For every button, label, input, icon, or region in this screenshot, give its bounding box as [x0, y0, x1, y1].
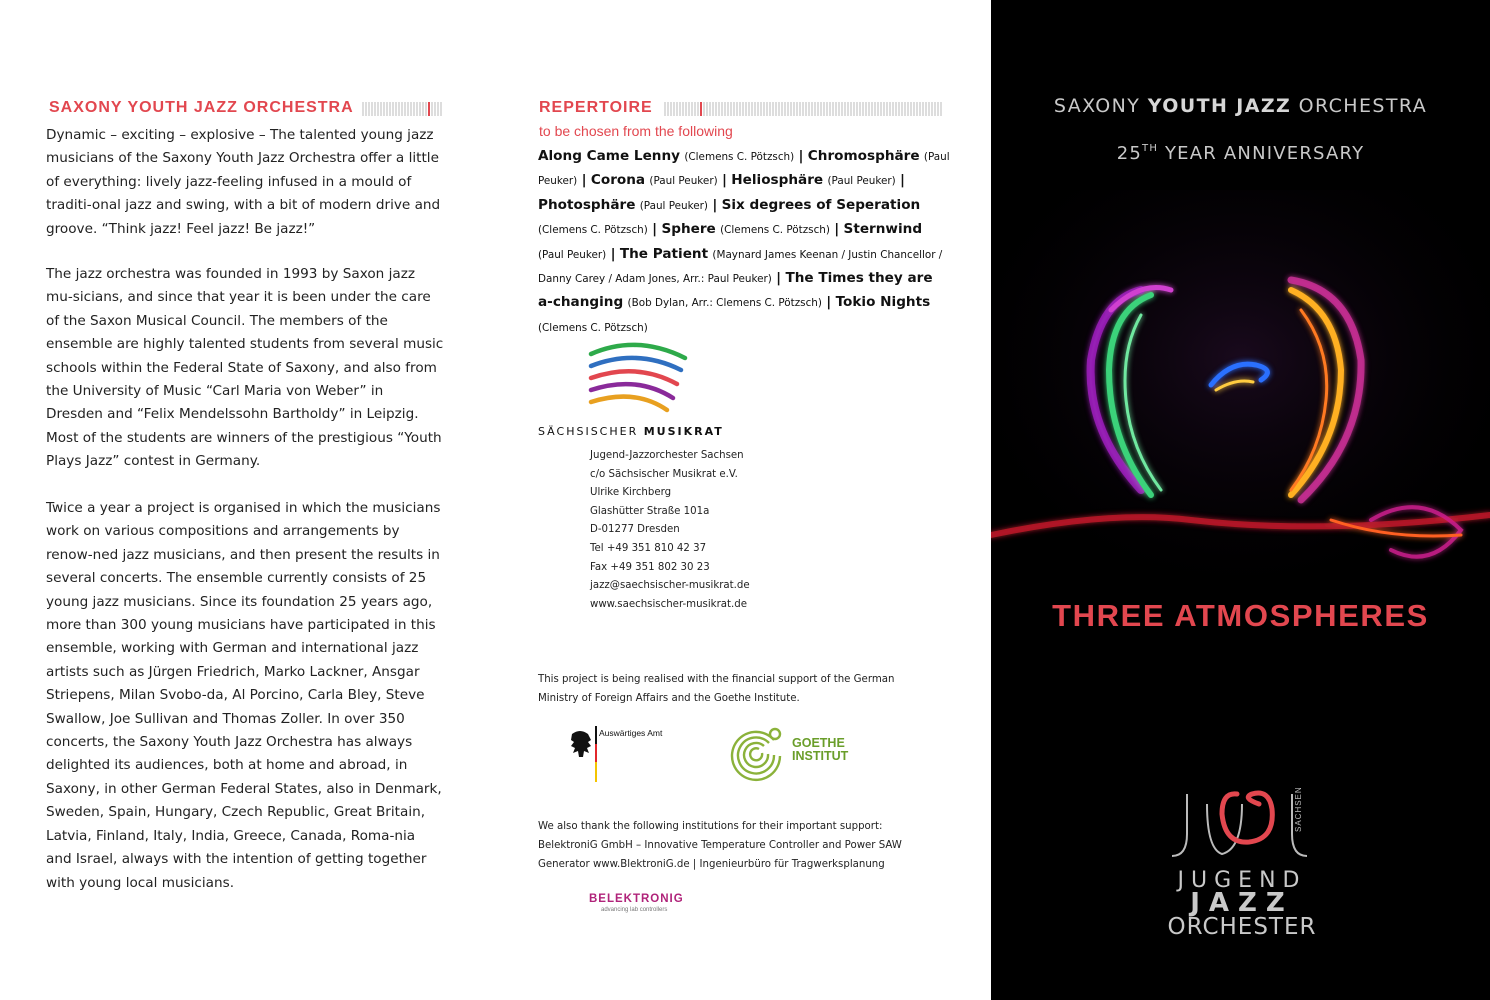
repertoire-credit: (Bob Dylan, Arr.: Clemens C. Pötzsch) — [627, 297, 822, 310]
address-line: Ulrike Kirchberg — [590, 487, 672, 499]
about-paragraph-2: The jazz orchestra was founded in 1993 by Saxon jazz mu-sicians, and since that year it is been under the care of the Saxon Musical Council. The members of the ensemble are highly talented students from several music schools within the Federal State of Saxony, and also from the University of Music “Carl Maria von Weber” in Dresden and “Felix Mendelssohn Bartholdy” in Leipzig. Most of the students are winners of the prestigious “Youth Plays Jazz” contest in Germany. — [46, 266, 444, 470]
repertoire-heading-ticks — [664, 102, 944, 116]
musikrat-logo — [585, 340, 690, 415]
left-heading-ticks — [362, 102, 444, 116]
repertoire-title: Heliosphäre — [731, 172, 824, 189]
repertoire-credit: (Paul Peuker) — [538, 248, 607, 261]
email-link[interactable]: jazz@saechsischer-musikrat.de — [590, 580, 750, 592]
cover-panel — [991, 0, 1490, 1000]
repertoire-title: The Times they are a-changing — [538, 270, 933, 311]
federal-eagle-icon — [563, 726, 597, 784]
fax-line: Fax +49 351 802 30 23 — [590, 561, 710, 573]
thanks-note: We also thank the following institutions for their important support: BelektroniG GmbH – Innovative Temperature Controller and Power SAW Generator www.BlektroniG.de | Ingenieurbüro für Tragwerksplanung — [538, 821, 902, 870]
about-paragraph-1: Dynamic – exciting – explosive – The talented young jazz musicians of the Saxony Youth Jazz Orchestra offer a little of everything: lively jazz-feeling infused in a mould of traditi-onal jazz and swing, with a bit of modern drive and groove. “Think jazz! Feel jazz! Be jazz!” — [46, 127, 441, 237]
jjo-line-jugend: JUGEND — [1177, 868, 1307, 893]
goethe-institut-label: GOETHE INSTITUT — [792, 736, 849, 763]
musikrat-stripe — [591, 371, 677, 384]
belektronig-logo: BELEKTRONIG — [589, 893, 684, 905]
jjo-line-jazz: JAZZ — [1190, 888, 1294, 918]
repertoire-title: Sphere — [661, 221, 716, 238]
repertoire-item — [591, 172, 718, 188]
repertoire-title: Chromosphäre — [807, 148, 920, 164]
repertoire-credit: (Clemens C. Pötzsch) — [538, 224, 648, 237]
goethe-logo-icon — [728, 722, 788, 782]
website-link[interactable]: www.saechsischer-musikrat.de — [590, 598, 747, 610]
light-painting-artwork — [991, 190, 1490, 610]
repertoire-title: Photosphäre — [538, 196, 636, 213]
repertoire-subheading: to be chosen from the following — [539, 123, 733, 139]
repertoire-item — [538, 148, 794, 164]
cover-headline: THREE ATMOSPHERES — [1052, 598, 1429, 633]
repertoire-title: Six degrees of Seperation — [721, 196, 921, 213]
address-line: Glashütter Straße 101a — [590, 505, 710, 517]
repertoire-title: The Patient — [619, 245, 709, 262]
jjo-logo-icon — [1167, 784, 1307, 864]
cover-title: SAXONY YOUTH JAZZ ORCHESTRA — [1053, 95, 1428, 117]
musikrat-stripe — [591, 358, 681, 370]
address-line: c/o Sächsischer Musikrat e.V. — [590, 468, 738, 480]
repertoire-title: Sternwind — [843, 221, 923, 238]
address-line: Jugend-Jazzorchester Sachsen — [590, 450, 744, 461]
repertoire-credit: (Clemens C. Pötzsch) — [720, 224, 830, 237]
musikrat-stripe — [591, 397, 667, 410]
about-paragraph-3: Twice a year a project is organised in which the musicians work on various compositions and arrangements by renow-ned jazz musicians, and then present the results in several concerts. The ensemble currently consists of 25 young jazz musicians. Since its foundation 25 years ago, more than 300 young musicians have participated in this ensemble, working with German and international jazz artists such as Jürgen Friedrich, Marko Lackner, Ansgar Striepens, Milan Svobo-da, Al Porcino, Carla Bley, Steve Swallow, Joe Sullivan and Thomas Zoller. In over 350 concerts, the Saxony Youth Jazz Orchestra has always delighted its audiences, both at home and abroad, in Saxony, in other German Federal States, also in Denmark, Sweden, Spain, Hungary, Czech Republic, Great Britain, Latvia, Finland, Italy, India, Greece, Canada, Roma-nia and Israel, always with the intention of getting together with young local musicians. — [46, 500, 442, 891]
repertoire-list: Along Came Lenny (Clemens C. Pötzsch) | Chromosphäre (Paul Peuker) | Corona (Paul Peuker) | Heliosphäre (Paul Peuker) | Photosphäre (Paul Peuker) | Six degrees of Seperation (Clemens C. Pötzsch) | Sphere (Clemens C. Pötzsch) | Sternwind (Paul Peuker) | The Patient (Maynard James Keenan / Justin Chancellor / Danny Carey / Adam Jones, Arr.: Paul Peuker) | The Times they are a-changing (Bob Dylan, Arr.: Clemens C. Pötzsch) | Tokio Nights (Clemens C. Pötzsch) — [538, 148, 950, 334]
repertoire-title: Along Came Lenny — [538, 148, 681, 164]
left-heading: SAXONY YOUTH JAZZ ORCHESTRA — [49, 99, 354, 116]
phone-line: Tel +49 351 810 42 37 — [590, 542, 707, 554]
repertoire-item — [661, 221, 829, 237]
repertoire-item — [731, 172, 895, 188]
repertoire-credit: (Paul Peuker) — [538, 151, 950, 188]
repertoire-credit: (Paul Peuker) — [649, 175, 718, 188]
repertoire-heading: REPERTOIRE — [539, 99, 653, 116]
repertoire-title: Tokio Nights — [835, 294, 931, 311]
repertoire-credit: (Paul Peuker) — [639, 199, 708, 212]
contact-address — [590, 447, 750, 614]
jjo-side-label: SACHSEN — [1294, 786, 1303, 832]
repertoire-credit: (Paul Peuker) — [827, 175, 896, 188]
repertoire-item — [538, 197, 708, 213]
belektronig-tagline: advancing lab controllers — [601, 907, 668, 913]
repertoire-credit: (Maynard James Keenan / Justin Chancellor / Danny Carey / Adam Jones, Arr.: Paul Peuker) — [538, 248, 943, 286]
address-line: D-01277 Dresden — [590, 524, 680, 536]
auswaertiges-amt-label: Auswärtiges Amt — [599, 728, 663, 738]
repertoire-credit: (Clemens C. Pötzsch) — [538, 321, 648, 334]
repertoire-title: Corona — [590, 172, 646, 189]
repertoire-credit: (Clemens C. Pötzsch) — [684, 151, 795, 163]
jjo-line-orchester: ORCHESTER — [1167, 914, 1317, 940]
musikrat-name: SÄCHSISCHER MUSIKRAT — [538, 425, 724, 438]
support-note: This project is being realised with the financial support of the German Ministry of Foreign Affairs and the Goethe Institute. — [538, 674, 895, 704]
cover-anniversary: 25TH YEAR ANNIVERSARY — [1116, 143, 1365, 164]
